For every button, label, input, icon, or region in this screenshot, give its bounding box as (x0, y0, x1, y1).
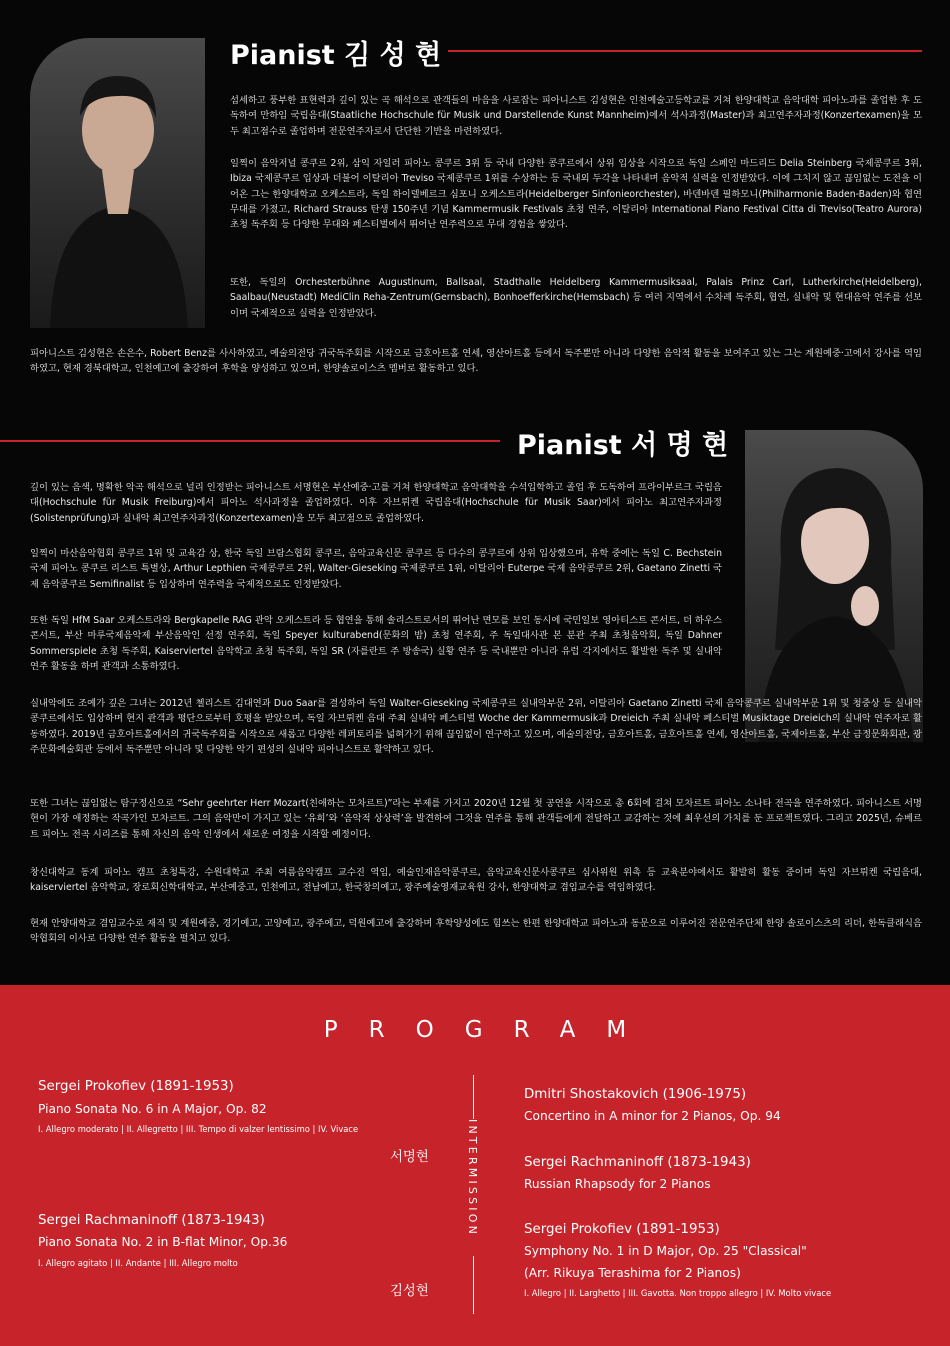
pianist2-title: Pianist 서 명 현 (517, 430, 729, 461)
program-left-1-movements: I. Allegro moderato | II. Allegretto | III. Tempo di valzer lentissimo | IV. Vivace (38, 1124, 359, 1134)
program-right-1-work: Concertino in A minor for 2 Pianos, Op. 94 (524, 1109, 781, 1123)
pianist1-bio-3: 또한, 독일의 Orchesterbühne Augustinum, Ballsaal, Stadthalle Heidelberg Kammermusiksaal, Palais Prinz Carl, Lutherkirche(Heidelberg), Saalbau(Neustadt) MediClin Reha-Zentrum(Gernsbach), Bonhoefferkirche(Hemsbach) 등 여러 지역에서 수차례 독주회, 협연, 실내악 및 현대음악 연주를 선보이며 국제적으로 실력을 인정받았다. (230, 277, 922, 319)
program-right-3-composer: Sergei Prokofiev (1891-1953) (524, 1222, 720, 1237)
intermission-line-bottom (473, 1256, 474, 1314)
pianist2-divider (0, 440, 500, 442)
intermission-line-top (473, 1075, 474, 1119)
program-right-1-composer: Dmitri Shostakovich (1906-1975) (524, 1087, 747, 1102)
pianist1-bio-2: 일찍이 음악저널 콩쿠르 2위, 삼익 자일러 피아노 콩쿠르 3위 등 국내 다양한 콩쿠르에서 상위 입상을 시작으로 독일 스페인 마드리드 Delia Steinberg 국제콩쿠르 3위, Ibiza 국제콩쿠르 입상과 더불어 이탈리아 Treviso 국제콩쿠르 1위를 수상하는 등 국내외 두각을 나타내며 음악적 실력을 인정받았다. 이에 그치지 않고 끊임없는 도전을 이어온 그는 한양대학교 오케스트라, 독일 하이델베르크 심포니 오케스트라(Heidelberger Sinfonieorchester), 바덴바덴 필하모니(Philharmonie Baden-Baden)와 협연 무대를 가졌고, Richard Strauss 탄생 150주년 기념 Kammermusik Festivals 초청 연주, 이탈리아 International Piano Festival Citta di Treviso(Teatro Aurora) 초청 독주회 등 다양한 무대와 페스티벌에서 뛰어난 연주력으로 무대 경험을 쌓았다. (230, 158, 922, 231)
pianist1-bio-1: 섬세하고 풍부한 표현력과 깊이 있는 곡 해석으로 관객들의 마음을 사로잡는 피아니스트 김성현은 인천예술고등학교를 거쳐 한양대학교 음악대학 피아노과를 졸업한 후 도독하여 만하임 국립음대(Staatliche Hochschule für Musik und Darstellende Kunst Mannheim)에서 석사과정(Master)과 최고연주자과정(Konzertexamen)을 모두 최고점수로 졸업하며 전문연주자로서 단단한 기반을 마련하였다. (230, 95, 922, 137)
program-right-2-composer: Sergei Rachmaninoff (1873-1943) (524, 1155, 751, 1170)
program-left-1-performer: 서명현 (390, 1150, 429, 1165)
program-left-2-movements: I. Allegro agitato | II. Andante | III. Allegro molto (38, 1258, 238, 1268)
program-right-2-work: Russian Rhapsody for 2 Pianos (524, 1177, 711, 1191)
pianist2-bio-1: 깊이 있는 음색, 명확한 악곡 해석으로 널리 인정받는 피아니스트 서명현은 부산예중·고를 거쳐 한양대학교 음악대학을 수석입학하고 졸업 후 도독하여 프라이부르크 국립음대(Hochschule für Musik Freiburg)에서 피아노 석사과정을 졸업하였다. 이후 자브뤼켄 국립음대(Hochschule für Musik Saar)에서 피아노 최고연주자과정(Solistenprüfung)과 실내악 최고연주자과정(Konzertexamen)을 모두 최고점으로 졸업하였다. (30, 482, 722, 524)
pianist2-bio-3: 또한 독일 HfM Saar 오케스트라와 Bergkapelle RAG 관악 오케스트라 등 협연을 통해 솔리스트로서의 뛰어난 면모를 보인 동시에 국민일보 영아티스트 콘서트, 더 하우스콘서트, 부산 마루국제음악제 부산음악인 선정 연주회, 독일 Speyer kulturabend(문화의 밤) 초청 연주회, 주 독일대사관 본 분관 주최 초청음악회, 독일 Dahner Sommerspiele 초청 독주회, Kaiserviertel 음악학교 초청 독주회, 독일 SR (자를란트 주 방송국) 실황 연주 등 국내뿐만 아니라 유럽 각지에서도 활발한 독주 및 실내악 연주 활동을 하며 관객과 소통하였다. (30, 615, 722, 672)
program-right-3-movements: I. Allegro | II. Larghetto | III. Gavotta. Non troppo allegro | IV. Molto vivace (524, 1288, 832, 1298)
intermission-label: INTERMISSION (466, 1119, 479, 1238)
program-left-2-performer: 김성현 (390, 1284, 429, 1299)
program-left-2-composer: Sergei Rachmaninoff (1873-1943) (38, 1213, 265, 1228)
program-left-2-work: Piano Sonata No. 2 in B-flat Minor, Op.36 (38, 1235, 288, 1249)
pianist2-bio-7: 현재 안양대학교 겸임교수로 재직 및 계원예중, 경기예고, 고양예고, 광주예고, 덕원예고에 출강하며 후학양성에도 힘쓰는 한편 한양대학교 피아노과 동문으로 이루어진 전문연주단체 한양 솔로이스츠의 리더, 한독클래식음악협회의 이사로 다양한 연주 활동을 펼치고 있다. (30, 918, 922, 945)
pianist2-bio-5: 또한 그녀는 끊임없는 탐구정신으로 “Sehr geehrter Herr Mozart(친애하는 모차르트)”라는 부제를 가지고 2020년 12월 첫 공연을 시작으로 총 6회에 걸쳐 모차르트 피아노 소나타 전곡을 연주하였다. 피아니스트 서명현이 가장 애정하는 작곡가인 모차르트. 그의 음악만이 가지고 있는 ‘유희’와 ‘음악적 상상력’을 발견하여 그것을 연주를 통해 관객들에게 전달하고 교감하는 것에 최우선의 가치를 둔 프로젝트였다. 그리고 2025년, 슈베르트 피아노 전곡 시리즈를 통해 자신의 음악 인생에서 새로운 여정을 시작할 예정이다. (30, 798, 922, 840)
program-left-1-composer: Sergei Prokofiev (1891-1953) (38, 1079, 234, 1094)
pianist1-title: Pianist 김 성 현 (230, 40, 442, 71)
pianist1-divider (448, 50, 922, 52)
program-right-3-work: Symphony No. 1 in D Major, Op. 25 "Classical" (524, 1244, 807, 1258)
program-title: PROGRAM (323, 1017, 658, 1043)
pianist1-photo (30, 38, 205, 328)
program-left-1-work: Piano Sonata No. 6 in A Major, Op. 82 (38, 1102, 267, 1116)
pianist2-bio-2: 일찍이 마산음악협회 콩쿠르 1위 및 교육감 상, 한국 독일 브람스협회 콩쿠르, 음악교육신문 콩쿠르 등 다수의 콩쿠르에 상위 입상했으며, 유학 중에는 독일 C. Bechstein 국제 피아노 콩쿠르 리스트 특별상, Arthur Lepthien 국제콩쿠르 2위, Walter-Gieseking 국제콩쿠르 1위, 이탈리아 Euterpe 국제 음악콩쿠르 2위, Gaetano Zinetti 국제 음악콩쿠르 Semifinalist 등 입상하며 연주력을 국제적으로도 인정받았다. (30, 548, 722, 590)
program-right-3-arrangement: (Arr. Rikuya Terashima for 2 Pianos) (524, 1266, 741, 1280)
pianist2-bio-6: 창신대학교 동계 피아노 캠프 초청특강, 수원대학교 주최 여름음악캠프 교수진 역임, 예술인재음악콩쿠르, 음악교육신문사콩쿠르 심사위원 위촉 등 교육분야에서도 활발히 활동 중이며 독일 자브뤼켄 국립음대, kaiserviertel 음악학교, 장로회신학대학교, 부산예중고, 인천예고, 전남예고, 한국창의예고, 광주예술영재교육원 강사, 한양대학교 겸임교수를 역임하였다. (30, 867, 922, 894)
person-silhouette-icon (30, 38, 205, 328)
pianist1-bio-4: 피아니스트 김성현은 손은수, Robert Benz를 사사하였고, 예술의전당 귀국독주회를 시작으로 금호아트홀 연세, 영산아트홀 등에서 독주뿐만 아니라 다양한 음악적 활동을 보여주고 있는 그는 계원예중·고에서 강사를 역임하였고, 현재 경북대학교, 인천예고에 출강하여 후학을 양성하고 있으며, 한양솔로이스츠 멤버로 활동하고 있다. (30, 348, 922, 375)
pianist2-bio-4: 실내악에도 조예가 깊은 그녀는 2012년 첼리스트 김대연과 Duo Saar를 결성하여 독일 Walter-Gieseking 국제콩쿠르 실내악부문 2위, 이탈리아 Gaetano Zinetti 국제 음악콩쿠르 실내악부문 1위 및 청중상 등 실내악 콩쿠르에서도 입상하며 현지 관객과 평단으로부터 호평을 받았으며, 독일 자브뤼켄 음대 주최 실내악 페스티벌 Woche der Kammermusik과 Dreieich 주최 실내악 페스티벌 Musiktage Dreieich의 실내악 연주자로 활동하였다. 2019년 금호아트홀에서의 귀국독주회를 시작으로 새롭고 다양한 레퍼토리를 넓혀가기 위해 끊임없이 연구하고 있으며, 예술의전당, 금호아트홀, 금호아트홀 연세, 영산아트홀, 국제아트홀, 부산 금정문화회관, 광주문화예술회관 등에서 독주뿐만 아니라 및 다양한 악기 편성의 실내악 피아니스트로 활약하고 있다. (30, 698, 922, 755)
